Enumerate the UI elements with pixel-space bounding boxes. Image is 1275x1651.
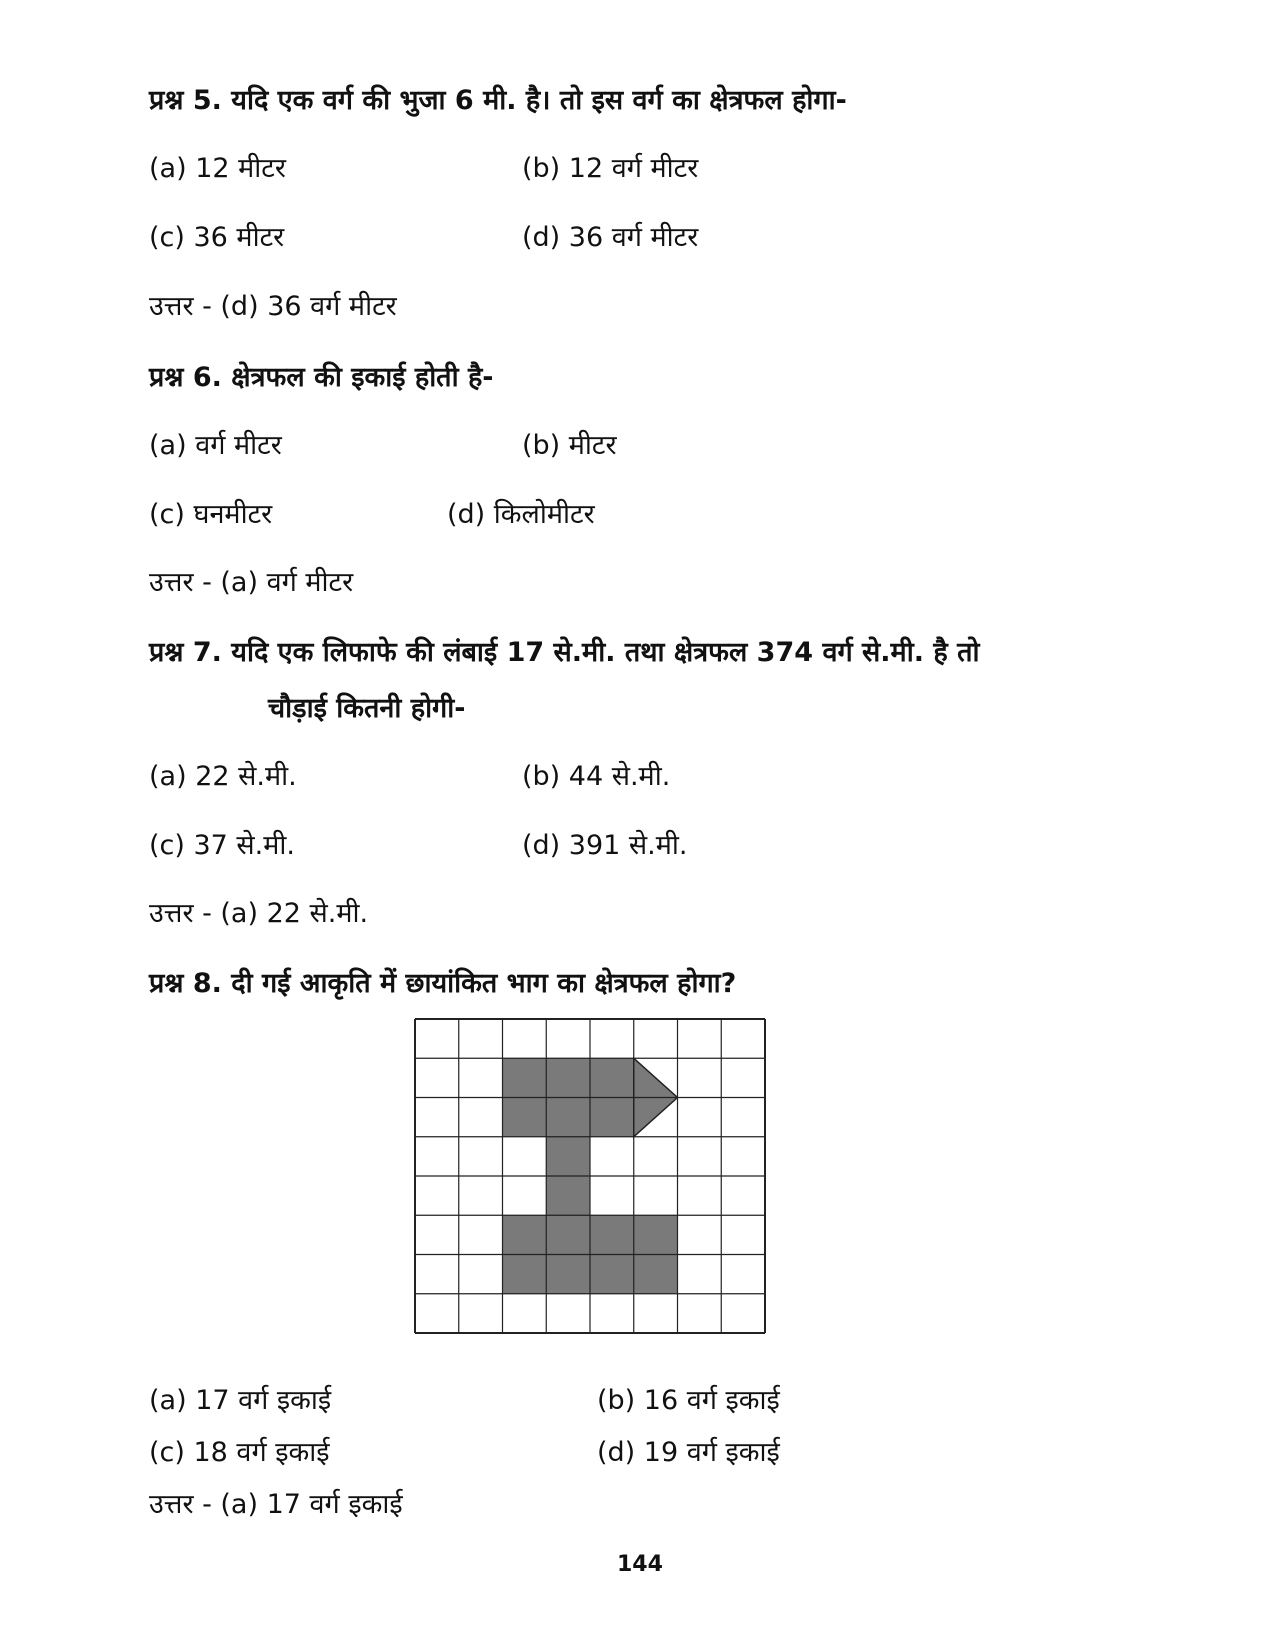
question-5-option-d: (d) 36 वर्ग मीटर [522, 222, 699, 253]
question-6-option-d: (d) किलोमीटर [447, 499, 595, 530]
question-5-answer: उत्तर - (d) 36 वर्ग मीटर [149, 291, 397, 322]
shaded-cell [590, 1058, 634, 1097]
shaded-cell [634, 1215, 678, 1254]
question-6-option-b: (b) मीटर [522, 430, 617, 461]
question-7-option-d: (d) 391 से.मी. [522, 830, 688, 861]
shaded-cell [503, 1098, 547, 1137]
question-8-option-a: (a) 17 वर्ग इकाई [149, 1385, 332, 1416]
question-8-title: प्रश्न 8. दी गई आकृति में छायांकित भाग का क्षेत्रफल होगा? [149, 968, 737, 999]
question-7-option-c: (c) 37 से.मी. [149, 830, 295, 861]
question-7-option-a: (a) 22 से.मी. [149, 761, 297, 792]
shaded-cell [590, 1098, 634, 1137]
shaded-cell [546, 1176, 590, 1215]
question-6-option-a: (a) वर्ग मीटर [149, 430, 282, 461]
question-7-option-b: (b) 44 से.मी. [522, 761, 671, 792]
question-7-title: प्रश्न 7. यदि एक लिफाफे की लंबाई 17 से.मी. तथा क्षेत्रफल 374 वर्ग से.मी. है तो [149, 637, 980, 668]
question-8-option-c: (c) 18 वर्ग इकाई [149, 1437, 330, 1468]
question-5-title: प्रश्न 5. यदि एक वर्ग की भुजा 6 मी. है। तो इस वर्ग का क्षेत्रफल होगा- [149, 85, 847, 116]
question-8-option-b: (b) 16 वर्ग इकाई [597, 1385, 780, 1416]
shaded-grid-figure [413, 1017, 767, 1335]
shaded-cell [634, 1255, 678, 1294]
question-5-option-a: (a) 12 मीटर [149, 153, 286, 184]
question-5-option-c: (c) 36 मीटर [149, 222, 285, 253]
page-number: 144 [617, 1552, 663, 1577]
shaded-cell [546, 1215, 590, 1254]
question-8-option-d: (d) 19 वर्ग इकाई [597, 1437, 780, 1468]
shaded-cell [503, 1255, 547, 1294]
question-6-option-c: (c) घनमीटर [149, 499, 273, 530]
question-6-answer: उत्तर - (a) वर्ग मीटर [149, 567, 354, 598]
question-7-title-continued: चौड़ाई कितनी होगी- [268, 693, 466, 724]
shaded-cell [546, 1098, 590, 1137]
shaded-cell [590, 1215, 634, 1254]
shaded-cell [546, 1058, 590, 1097]
question-5-option-b: (b) 12 वर्ग मीटर [522, 153, 699, 184]
shaded-cell [546, 1255, 590, 1294]
question-7-answer: उत्तर - (a) 22 से.मी. [149, 898, 369, 929]
question-6-title: प्रश्न 6. क्षेत्रफल की इकाई होती है- [149, 362, 494, 393]
shaded-cell [590, 1255, 634, 1294]
shaded-cell [503, 1058, 547, 1097]
question-8-answer: उत्तर - (a) 17 वर्ग इकाई [149, 1489, 403, 1520]
shaded-cell [503, 1215, 547, 1254]
shaded-cell [546, 1137, 590, 1176]
